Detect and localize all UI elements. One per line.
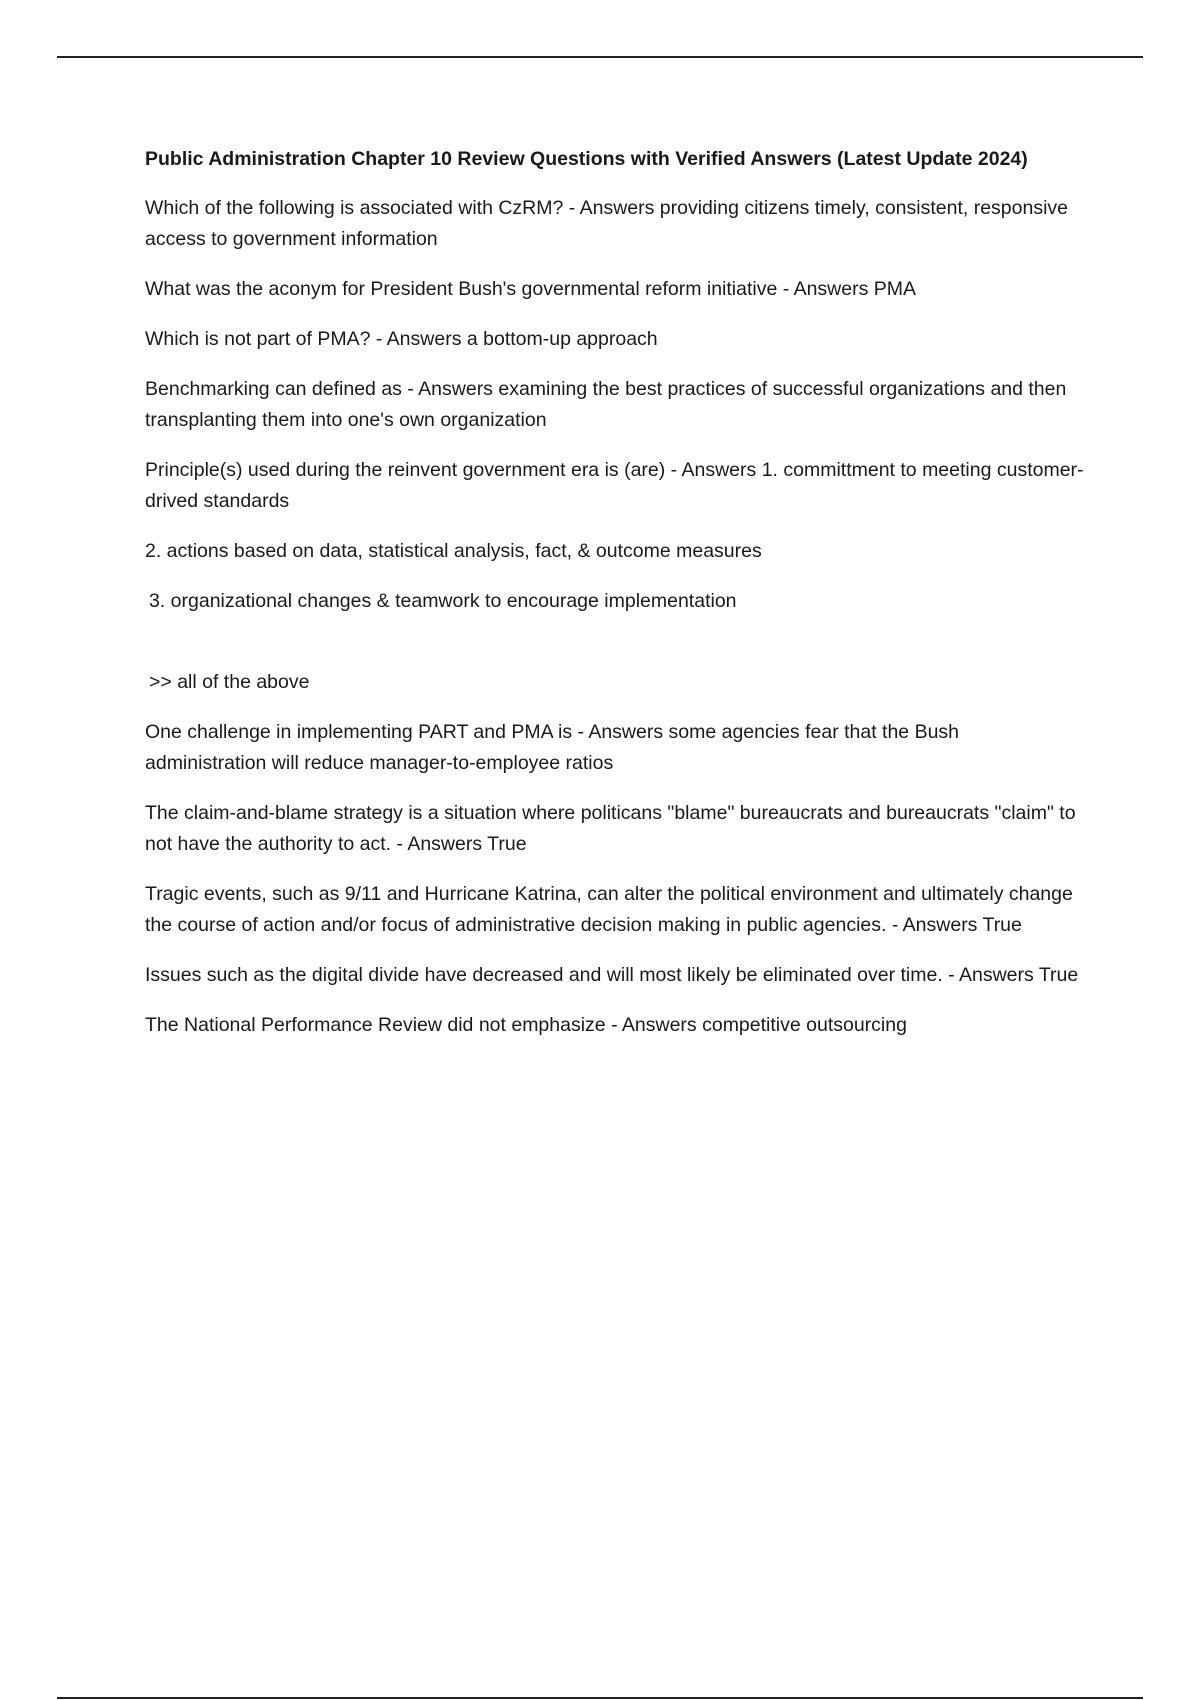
qa-paragraph: >> all of the above (149, 671, 310, 693)
qa-paragraph: The claim-and-blame strategy is a situation where politicans "blame" bureaucrats and bureaucrats "claim" to not have the authority to act. - Answers True (145, 802, 1076, 855)
qa-paragraph: What was the aconym for President Bush's governmental reform initiative - Answers PMA (145, 278, 917, 300)
qa-paragraph: Which of the following is associated with CzRM? - Answers providing citizens timely, consistent, responsive access to government information (145, 197, 1069, 250)
qa-paragraph: Principle(s) used during the reinvent government era is (are) - Answers 1. committment to meeting customer-drived standards (145, 459, 1084, 512)
qa-paragraph: Issues such as the digital divide have decreased and will most likely be eliminated over time. - Answers True (145, 964, 1079, 986)
qa-paragraph: 2. actions based on data, statistical analysis, fact, & outcome measures (145, 540, 762, 562)
qa-paragraph: One challenge in implementing PART and PMA is - Answers some agencies fear that the Bush administration will reduce manager-to-employee ratios (145, 721, 960, 774)
qa-paragraph: Which is not part of PMA? - Answers a bottom-up approach (145, 328, 658, 350)
qa-paragraph: Benchmarking can defined as - Answers examining the best practices of successful organizations and then transplanting them into one's own organization (145, 378, 1067, 431)
document-title: Public Administration Chapter 10 Review Questions with Verified Answers (Latest Update 2024) (145, 148, 1028, 170)
qa-paragraph: Tragic events, such as 9/11 and Hurricane Katrina, can alter the political environment and ultimately change the course of action and/or focus of administrative decision making in public agencies. - Answers True (145, 883, 1073, 936)
qa-paragraph: The National Performance Review did not emphasize - Answers competitive outsourcing (145, 1014, 907, 1036)
header-rule (57, 56, 1143, 58)
footer-rule (57, 1697, 1143, 1699)
qa-paragraph: 3. organizational changes & teamwork to encourage implementation (149, 590, 737, 612)
document-body (145, 144, 1085, 1060)
